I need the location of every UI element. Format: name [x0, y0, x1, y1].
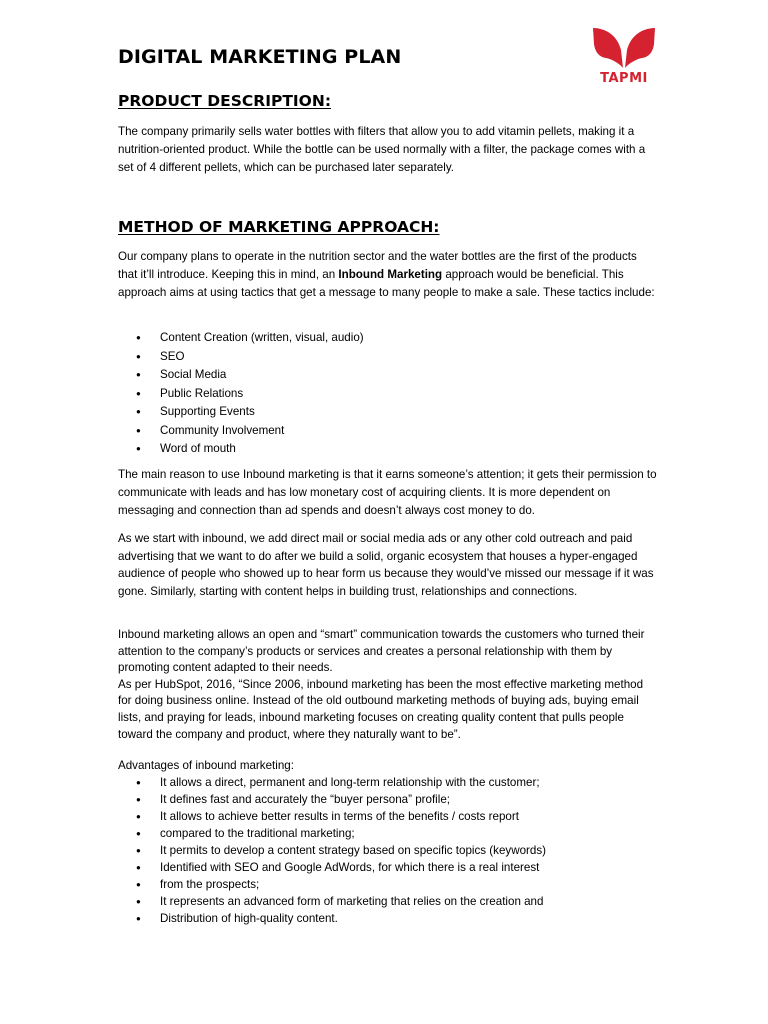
- product-description-heading: PRODUCT DESCRIPTION:: [118, 92, 332, 110]
- advantages-label: Advantages of inbound marketing:: [118, 759, 294, 772]
- inbound-description-block: [118, 627, 658, 743]
- product-description-paragraph: The company primarily sells water bottles with filters that allow you to add vitamin pellets, making it a nutrition-oriented product. While the bottle can be used normally with a filter, the package comes with a set of 4 different pellets, which can be purchased later separately.: [118, 125, 646, 174]
- tapmi-logo: [590, 26, 658, 88]
- inbound-start-paragraph: As we start with inbound, we add direct mail or social media ads or any other cold outreach and paid advertising that we want to do after we build a solid, organic ecosystem that houses a hyper-engaged audience of people who showed up to hear form us because they would’ve missed our message if it was gone. Similarly, starting with content helps in building trust, relationships and connections.: [118, 532, 654, 598]
- marketing-approach-heading: METHOD OF MARKETING APPROACH:: [118, 218, 440, 236]
- butterfly-logo-icon: [590, 26, 658, 72]
- inbound-reason-paragraph: The main reason to use Inbound marketing is that it earns someone’s attention; it gets their permission to communicate with leads and has low monetary cost of acquiring clients. It is more dependent on messaging and connection than ad spends and doesn’t always cost money to do.: [118, 468, 657, 517]
- list-item: ● It allows a direct, permanent and long-term relationship with the customer;: [136, 774, 546, 791]
- hubspot-quote-paragraph: As per HubSpot, 2016, “Since 2006, inbound marketing has been the most effective marketing method for doing business online. Instead of the old outbound marketing methods of buying ads, buying email lists, and praying for leads, inbound marketing focuses on creating quality content that pulls people toward the company and product, where they naturally want to be”.: [118, 677, 644, 741]
- list-item: ● Social Media: [136, 366, 364, 385]
- intro-text-start: Our company plans to operate in the nutrition sector and the water bottles are the first of the products that it’ll introduce. Keeping this in mind, an: [118, 250, 637, 281]
- list-item: ● It defines fast and accurately the “buyer persona” profile;: [136, 791, 546, 808]
- intro-text-end: approach would be beneficial. This approach aims at using tactics that get a message to many people to make a sale. These tactics include:: [118, 268, 655, 299]
- inbound-marketing-emphasis: Inbound Marketing: [338, 268, 443, 281]
- advantages-list: [136, 774, 546, 927]
- list-item: ● Identified with SEO and Google AdWords, for which there is a real interest: [136, 859, 546, 876]
- logo-text: TAPMI: [600, 71, 648, 86]
- inbound-communication-paragraph: Inbound marketing allows an open and “smart” communication towards the customers who turned their attention to the company’s products or services and creates a personal relationship with them by promoting content adapted to their needs.: [118, 628, 645, 675]
- tactics-list: [136, 329, 364, 459]
- list-item: ● Content Creation (written, visual, audio): [136, 329, 364, 348]
- list-item: ● It allows to achieve better results in terms of the benefits / costs report: [136, 808, 546, 825]
- list-item: ● Community Involvement: [136, 422, 364, 441]
- list-item: ● SEO: [136, 348, 364, 367]
- list-item: ● Distribution of high-quality content.: [136, 910, 546, 927]
- list-item: ● compared to the traditional marketing;: [136, 825, 546, 842]
- list-item: ● Public Relations: [136, 385, 364, 404]
- list-item: ● It permits to develop a content strategy based on specific topics (keywords): [136, 842, 546, 859]
- list-item: ● It represents an advanced form of marketing that relies on the creation and: [136, 893, 546, 910]
- list-item: ● from the prospects;: [136, 876, 546, 893]
- document-title: DIGITAL MARKETING PLAN: [118, 46, 402, 68]
- list-item: ● Word of mouth: [136, 440, 364, 459]
- marketing-approach-intro: [118, 248, 658, 302]
- list-item: ● Supporting Events: [136, 403, 364, 422]
